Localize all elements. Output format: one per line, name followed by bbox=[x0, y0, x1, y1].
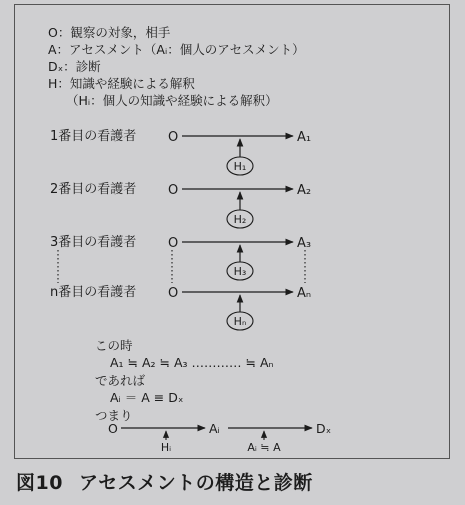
row-3-label: 3番目の看護者 bbox=[50, 235, 137, 250]
row-1-o: O bbox=[168, 130, 179, 145]
row-n-o: O bbox=[168, 286, 179, 301]
row-2-a: A₂ bbox=[297, 183, 312, 198]
row-2-label: 2番目の看護者 bbox=[50, 182, 137, 197]
row-3-h: H₃ bbox=[233, 265, 247, 278]
row-3-o: O bbox=[168, 236, 179, 251]
row-n-label: n番目の看護者 bbox=[50, 285, 137, 300]
if-label: であれば bbox=[95, 373, 146, 388]
legend-h: H：知識や経験による解釈 bbox=[48, 76, 195, 91]
when-label: この時 bbox=[95, 338, 133, 353]
chain-dx: Dₓ bbox=[316, 421, 332, 436]
chain-ai: Aᵢ bbox=[209, 421, 220, 436]
figure-caption bbox=[16, 468, 313, 495]
equation: A₁ ≒ A₂ ≒ A₃ ………… ≒ Aₙ bbox=[110, 355, 274, 370]
row-n-a: Aₙ bbox=[297, 286, 312, 301]
so-label: つまり bbox=[95, 408, 133, 423]
chain-hi: Hᵢ bbox=[160, 441, 172, 454]
figure-number: 図10 bbox=[16, 472, 63, 494]
figure-title: アセスメントの構造と診断 bbox=[78, 472, 313, 494]
chain-o: O bbox=[108, 421, 118, 436]
chain-ai-approx: Aᵢ ≒ A bbox=[247, 441, 281, 454]
row-3-a: A₃ bbox=[297, 236, 312, 251]
row-1-label: 1番目の看護者 bbox=[50, 129, 137, 144]
row-n-h: Hₙ bbox=[233, 315, 247, 328]
row-1-h: H₁ bbox=[233, 160, 247, 173]
legend-o: O：観察の対象，相手 bbox=[48, 25, 171, 40]
result-equation: Aᵢ ＝ A ≡ Dₓ bbox=[110, 390, 184, 405]
legend-d: Dₓ：診断 bbox=[48, 59, 101, 74]
legend-a: A：アセスメント（Aᵢ：個人のアセスメント） bbox=[48, 42, 305, 57]
row-2-h: H₂ bbox=[233, 213, 247, 226]
row-2-o: O bbox=[168, 183, 179, 198]
legend-hi: （Hᵢ：個人の知識や経験による解釈） bbox=[66, 93, 278, 108]
row-1-a: A₁ bbox=[297, 130, 312, 145]
